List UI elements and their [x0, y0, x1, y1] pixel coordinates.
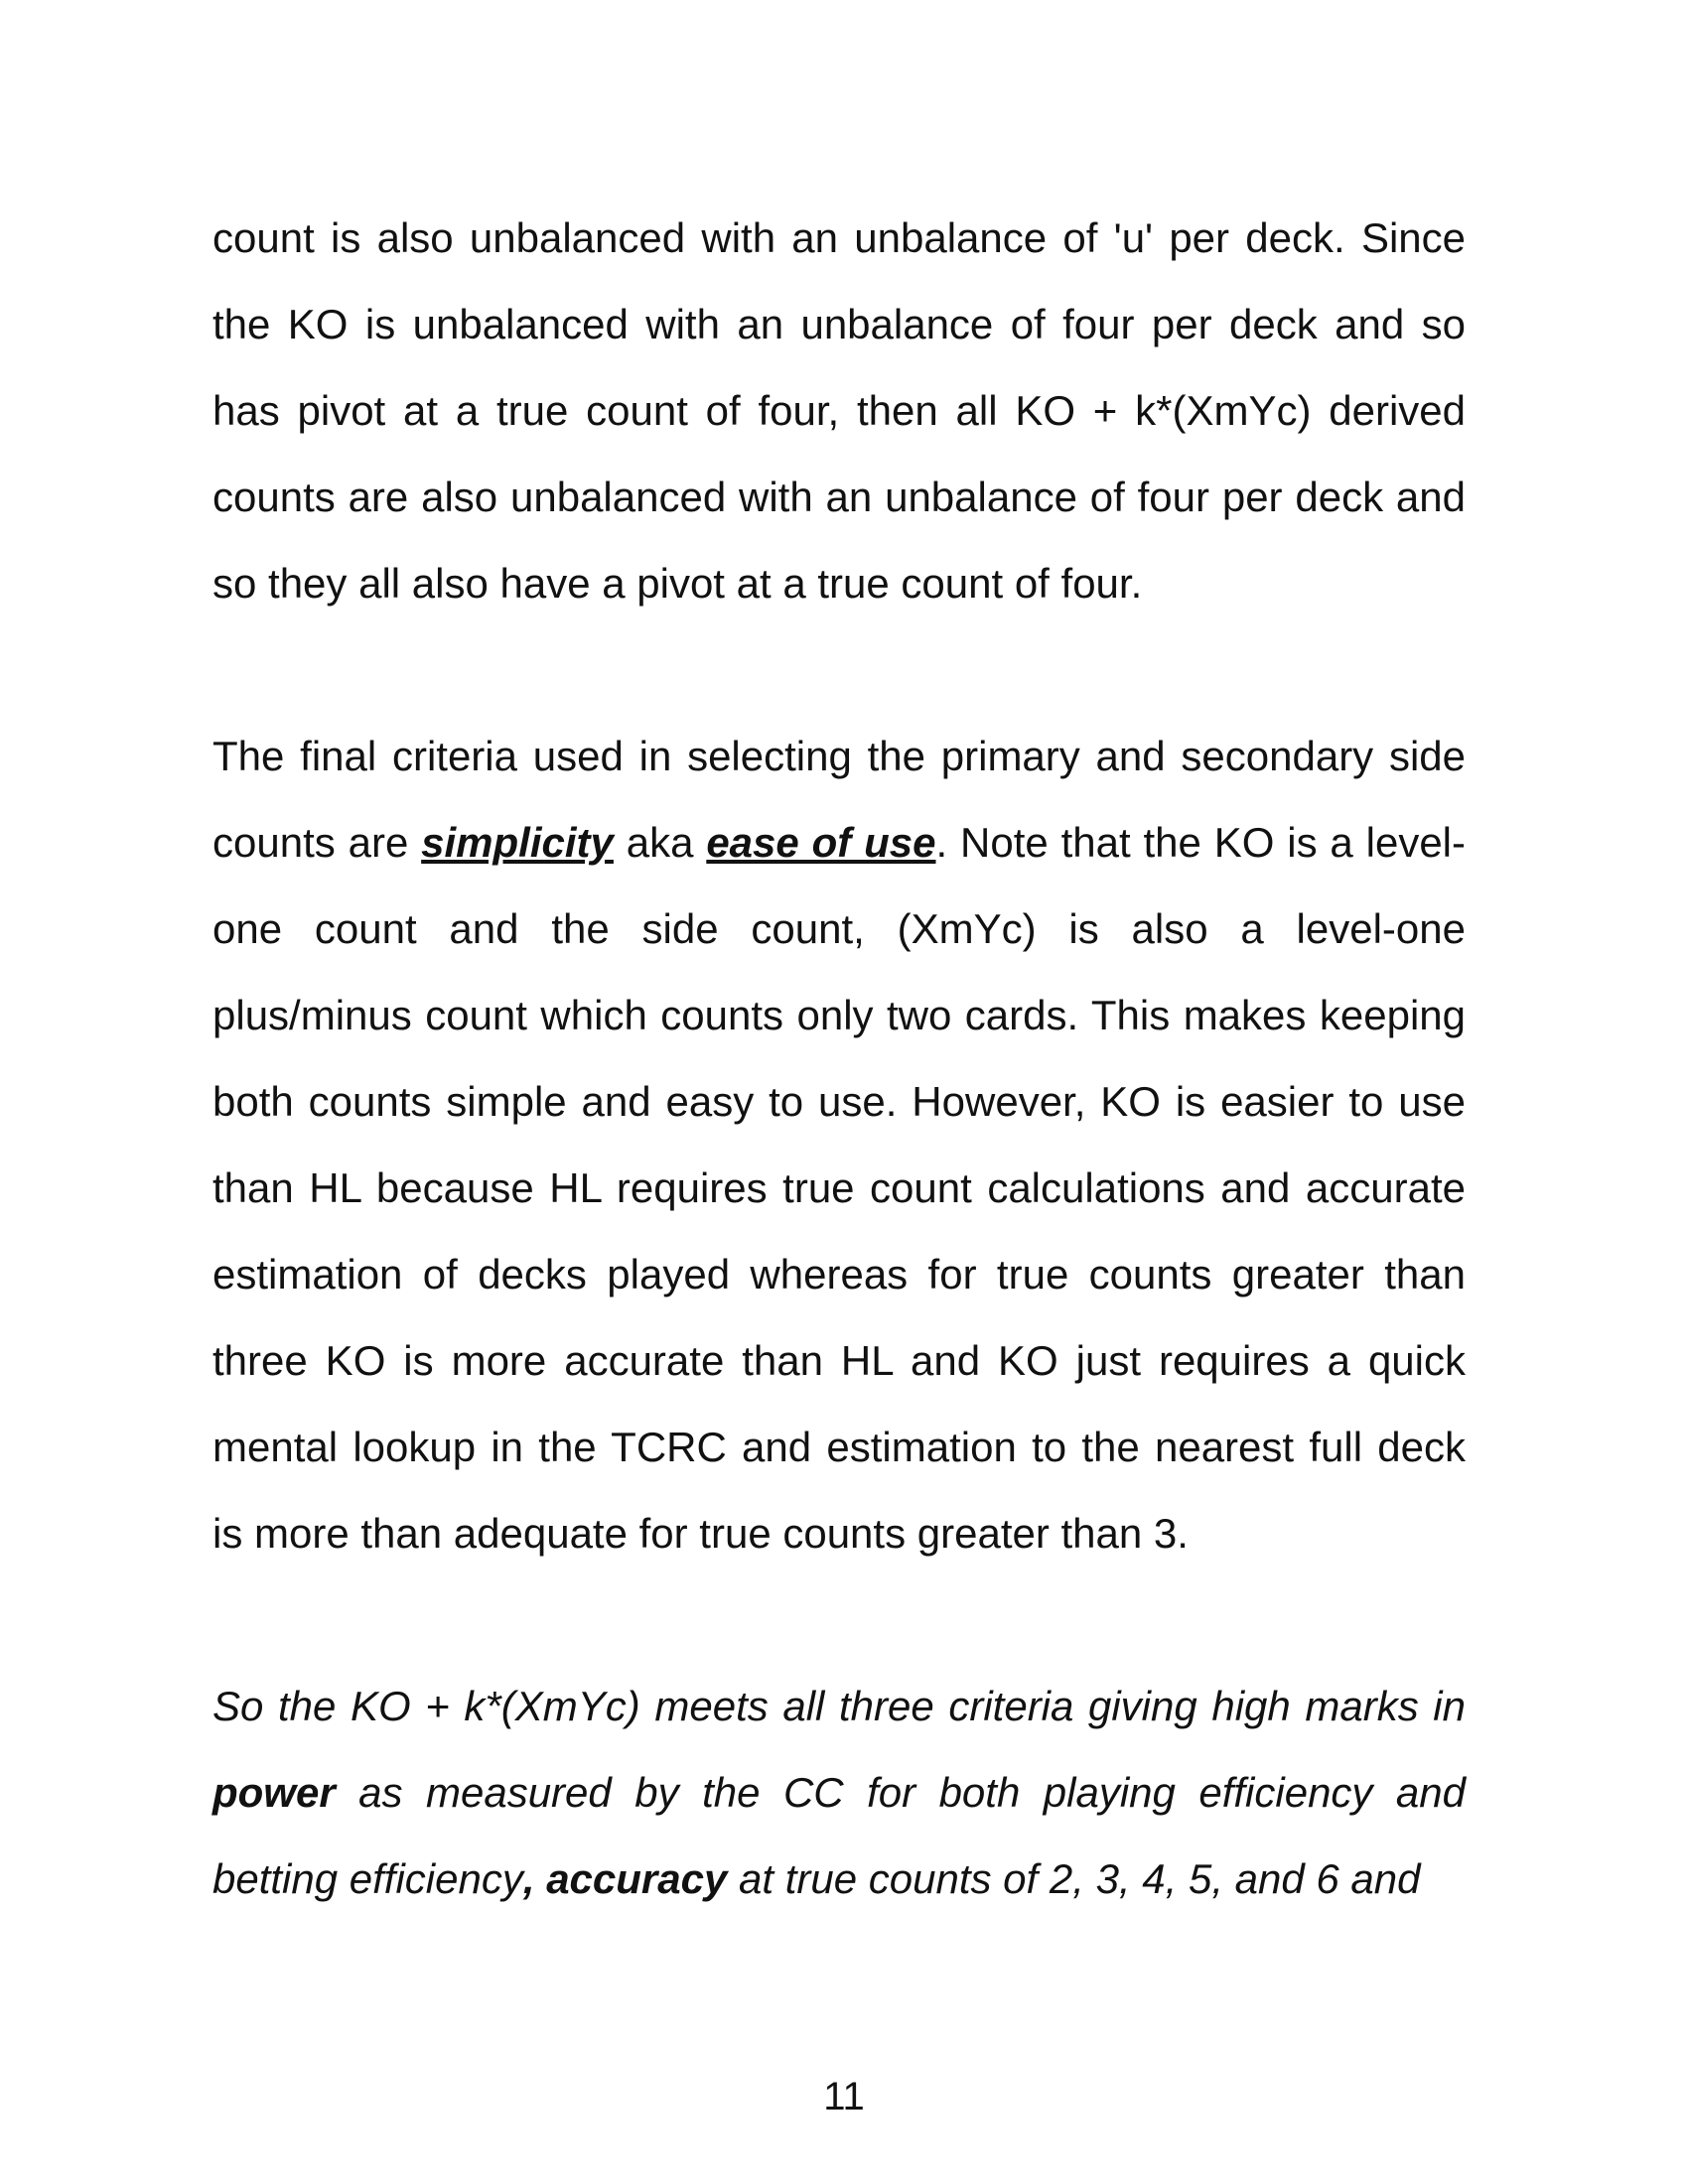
- text-run: aka: [613, 819, 707, 866]
- bold-power: power: [212, 1769, 336, 1816]
- emphasis-ease-of-use: ease of use: [706, 819, 936, 866]
- paragraph-text: [212, 713, 1466, 1576]
- paragraph-simplicity-criteria: [212, 713, 1466, 1576]
- text-run: at true counts of 2, 3, 4, 5, and 6 and: [727, 1855, 1421, 1902]
- text-run: . Note that the KO is a level-one count and the side count, (XmYc) is also a level-one plus/minus count which counts only two cards. This makes keeping both counts simple and easy to use. However, KO is easier to use than HL because HL requires true count calculations and accurate estimation of decks played whereas for true counts greater than three KO is more accurate than HL and KO just requires a quick mental lookup in the TCRC and estimation to the nearest full deck is more than adequate for true counts greater than 3.: [212, 819, 1466, 1557]
- paragraph-gap: [212, 1576, 1466, 1663]
- page-number: 11: [823, 2075, 865, 2118]
- paragraph-summary: [212, 1663, 1466, 1922]
- emphasis-simplicity: simplicity: [421, 819, 614, 866]
- paragraph-text: count is also unbalanced with an unbalance of 'u' per deck. Since the KO is unbalanced with an unbalance of four per deck and so has pivot at a true count of four, then all KO + k*(XmYc) derived counts are also unbalanced with an unbalance of four per deck and so they all also have a pivot at a true count of four.: [212, 214, 1466, 607]
- text-run: So the KO + k*(XmYc) meets all three criteria giving high marks in: [212, 1683, 1466, 1729]
- document-page: [212, 195, 1466, 1922]
- text-run: The final criteria used in selecting the primary and secondary side counts are: [212, 733, 1466, 866]
- paragraph-gap: [212, 626, 1466, 713]
- bold-accuracy: , accuracy: [522, 1855, 728, 1902]
- text-run: as measured by the CC for both playing efficiency and betting efficiency: [212, 1769, 1466, 1902]
- paragraph-text: [212, 1663, 1466, 1922]
- paragraph-unbalanced-count: [212, 195, 1466, 626]
